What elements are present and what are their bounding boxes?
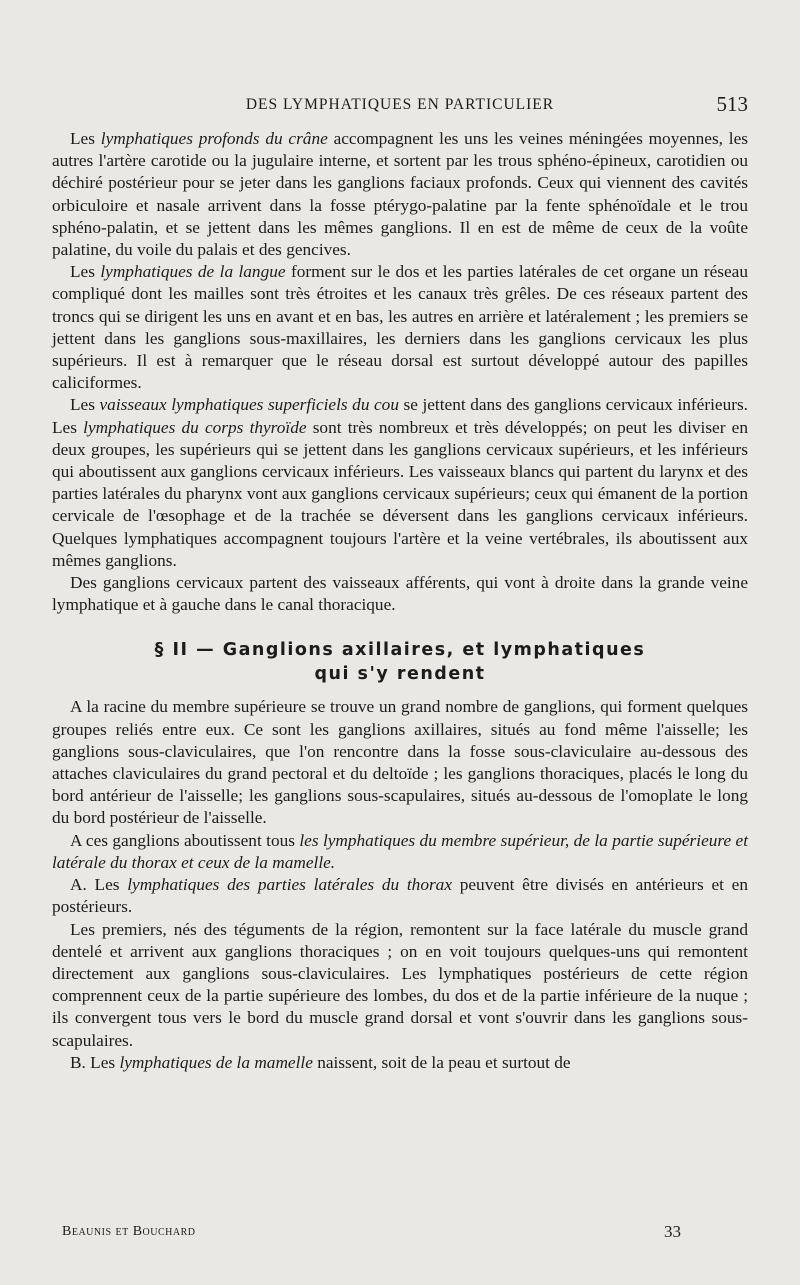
text-run: peuvent être divisés en antérieurs et en postérieurs. — [52, 875, 748, 917]
page-body — [52, 128, 748, 1074]
text-run: A. Les — [70, 875, 128, 895]
page-number: 513 — [716, 92, 748, 116]
text-run: naissent, soit de la peau et surtout de — [312, 1052, 571, 1072]
paragraph-lymphatiques-langue — [52, 261, 748, 394]
text-run: B. Les — [70, 1052, 120, 1072]
running-head: DES LYMPHATIQUES EN PARTICULIER — [245, 96, 555, 113]
text-run: forment sur le dos et les parties latérales de cet organe un réseau compliqué dont les mailles sont très étroites et les canaux très grêles. De ces réseaux partent des troncs qui se dirigent les uns en avant et en bas, les autres en arrière et latéralement ; les premiers se jettent dans les ganglions sous-maxillaires, les derniers dans les ganglions cervicaux les plus supérieurs. Il est à remarquer que le réseau dorsal est surtout développé autour des papilles caliciformes. — [52, 262, 748, 393]
text-run: se jettent dans des ganglions cervicaux inférieurs. Les — [52, 395, 749, 437]
paragraph-lymphatiques-cou — [52, 394, 748, 572]
paragraph-aboutissent — [52, 830, 748, 874]
italic-run: les lymphatiques du membre supérieur, de la partie supérieure et latérale du thorax et ceux de la mamelle. — [52, 830, 749, 872]
text-run: A ces ganglions aboutissent tous — [70, 830, 300, 850]
section-heading-line2: qui s'y rendent — [314, 664, 486, 685]
footer-sheet-number: 33 — [664, 1222, 681, 1241]
text-run: Les — [70, 262, 101, 282]
page-header — [52, 92, 748, 122]
text-run: Les — [70, 395, 100, 415]
paragraph-premiers — [52, 919, 748, 1052]
text-run: Les premiers, nés des téguments de la région, remontent sur la face latérale du muscle grand dentelé et arrivent aux ganglions thoraciques ; on en voit toujours quelques-uns qui remontent directement aux ganglions sous-claviculaires. Les lymphatiques postérieurs de cette région comprennent ceux de la partie supérieure des lombes, du dos et de la partie inférieure de la nuque ; ils convergent tous vers le bord du muscle grand dorsal et vont s'ouvrir dans les ganglions sous-scapulaires. — [52, 919, 748, 1050]
italic-run: vaisseaux lymphatiques superficiels du cou — [99, 395, 399, 415]
text-run: accompagnent les uns les veines méningées moyennes, les autres l'artère carotide ou la jugulaire interne, et sortent par les trous sphéno-épineux, carotidien ou déchiré postérieur pour se jeter dans les ganglions faciaux profonds. Ceux qui viennent des cavités orbiculoire et nasale arrivent dans la fosse ptérygo-palatine par la fente sphénoïdale et le trou sphéno-palatin, et se jettent dans les mêmes ganglions. Il en est de même de ceux de la voûte palatine, du voile du palais et des gencives. — [52, 129, 748, 260]
paragraph-lymphatiques-crane — [52, 128, 748, 261]
text-run: A la racine du membre supérieure se trouve un grand nombre de ganglions, qui forment quelques groupes reliés entre eux. Ce sont les ganglions axillaires, situés au fond même l'aisselle; les ganglions sous-claviculaires, que l'on rencontre dans la fosse sous-claviculaire au-dessous des attaches claviculaires du grand pectoral et du deltoïde ; les ganglions thoraciques, placés le long du bord antérieur de l'aisselle; les ganglions sous-scapulaires, situés au-dessous de l'omoplate le long du bord postérieur de l'aisselle. — [52, 697, 748, 828]
text-run: Des ganglions cervicaux partent des vaisseaux afférents, qui vont à droite dans la grande veine lymphatique et à gauche dans le canal thoracique. — [52, 573, 748, 615]
italic-run: lymphatiques profonds du crâne — [100, 129, 328, 148]
italic-run: lymphatiques du corps thyroïde — [83, 417, 307, 437]
paragraph-ganglions-cervicaux — [52, 572, 748, 616]
section-heading — [52, 638, 748, 686]
paragraph-mamelle — [52, 1052, 748, 1074]
italic-run: lymphatiques de la mamelle — [119, 1052, 313, 1072]
text-run: Les — [70, 129, 101, 148]
italic-run: lymphatiques de la langue — [100, 262, 286, 282]
paragraph-racine-membre — [52, 696, 748, 829]
paragraph-thorax-lateral — [52, 874, 748, 918]
section-heading-line1: § II — Ganglions axillaires, et lymphatiques — [154, 640, 646, 661]
italic-run: lymphatiques des parties latérales du thorax — [127, 875, 452, 895]
footer-signature: Beaunis et Bouchard — [62, 1224, 196, 1239]
text-run: sont très nombreux et très développés; on peut les diviser en deux groupes, les supérieurs qui se jettent dans les ganglions cervicaux supérieurs, et les inférieurs qui aboutissent aux ganglions cervicaux inférieurs. Les vaisseaux blancs qui partent du larynx et des parties latérales du pharynx vont aux ganglions cervicaux supérieurs; ceux qui émanent de la portion cervicale de l'œsophage et de la trachée se déversent dans les ganglions cervicaux inférieurs. Quelques lymphatiques accompagnent toujours l'artère et la veine vertébrales, ils aboutissent aux mêmes ganglions. — [52, 417, 748, 570]
